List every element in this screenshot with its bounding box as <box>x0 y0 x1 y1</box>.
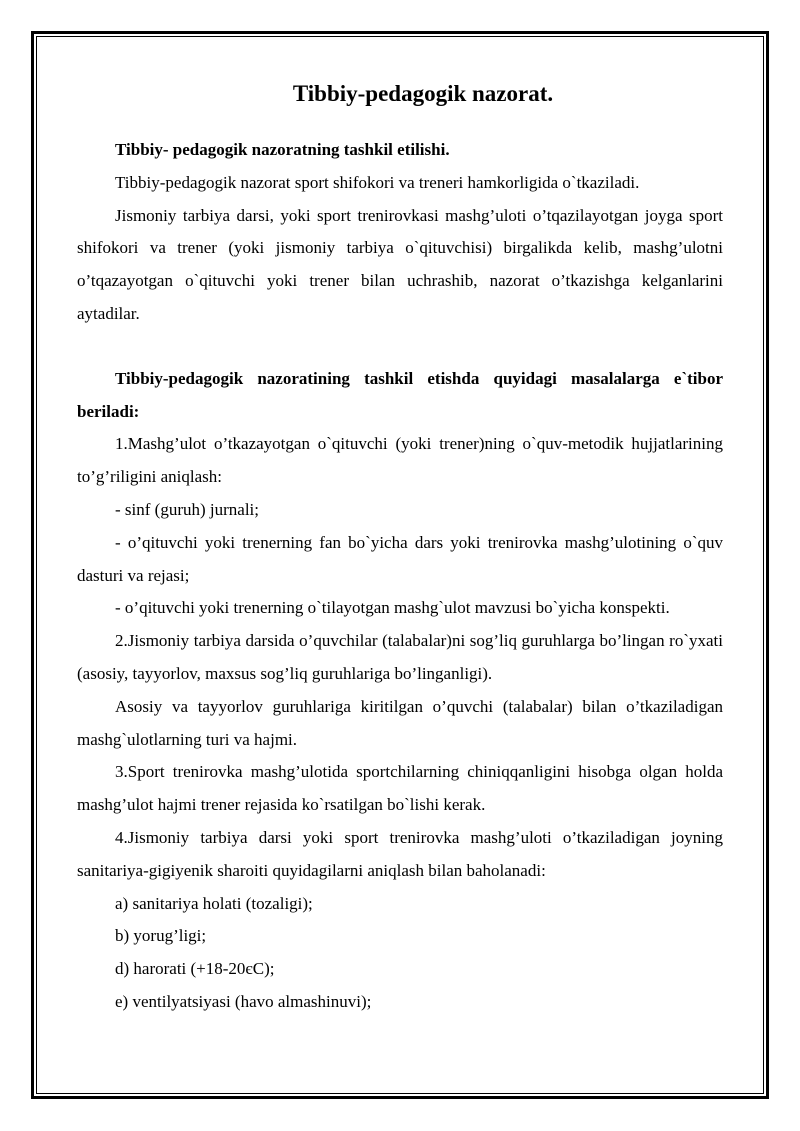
paragraph-2: Jismoniy tarbiya darsi, yoki sport trenirovkasi mashg’uloti o’tqazilayotgan joyga sport shifokori va trener (yoki jismoniy tarbiya o`qituvchisi) birgalikda kelib, mashg’ulotni o’tqazayotgan o`qituvchi yoki trener bilan uchrashib, nazorat o’tkazishga kelganlarini aytadilar. <box>77 205 723 323</box>
list-item-2: 2.Jismoniy tarbiya darsida o’quvchilar (talabalar)ni sog’liq guruhlarga bo’lingan ro`yxati (asosiy, tayyorlov, maxsus sog’liq guruhlariga bo’linganligi). <box>77 631 723 683</box>
list-subitem-temperature: d) harorati (+18-20єC); <box>115 959 275 979</box>
list-item-1: 1.Mashg’ulot o’tkazayotgan o`qituvchi (yoki trener)ning o`quv-metodik hujjatlarining to’g’riligini aniqlash: <box>77 434 723 487</box>
paragraph-1: Tibbiy-pedagogik nazorat sport shifokori va treneri hamkorligida o`tkaziladi. <box>115 172 640 192</box>
list-subitem-synopsis: - o’qituvchi yoki trenerning o`tilayotgan mashg`ulot mavzusi bo`yicha konspekti. <box>115 598 670 618</box>
list-item-3: 3.Sport trenirovka mashg’ulotida sportchilarning chiniqqanligini hisobga olgan holda mashg’ulot hajmi trener rejasida ko`rsatilgan bo`lishi kerak. <box>77 762 723 815</box>
section-heading-organization: Tibbiy- pedagogik nazoratning tashkil etilishi. <box>115 140 450 159</box>
document-body <box>77 76 723 1019</box>
list-subitem-curriculum: - o’qituvchi yoki trenerning fan bo`yicha dars yoki trenirovka mashg’ulotining o`quv dasturi va rejasi; <box>77 532 723 585</box>
list-subitem-sanitary: a) sanitariya holati (tozaligi); <box>115 893 313 913</box>
list-subitem-lighting: b) yorug’ligi; <box>115 926 207 946</box>
document-title: Tibbiy-pedagogik nazorat. <box>292 81 554 106</box>
section-heading-issues: Tibbiy-pedagogik nazoratining tashkil etishda quyidagi masalalarga e`tibor beriladi: <box>77 368 723 421</box>
list-subitem-journal: - sinf (guruh) jurnali; <box>115 499 259 519</box>
list-subitem-ventilation: e) ventilyatsiyasi (havo almashinuvi); <box>115 991 372 1011</box>
spacer <box>77 331 723 363</box>
paragraph-groups: Asosiy va tayyorlov guruhlariga kiritilgan o’quvchi (talabalar) bilan o’tkaziladigan mashg`ulotlarning turi va hajmi. <box>77 696 723 749</box>
list-item-4: 4.Jismoniy tarbiya darsi yoki sport trenirovka mashg’uloti o’tkaziladigan joyning sanitariya-gigiyenik sharoiti quyidagilarni aniqlash bilan baholanadi: <box>77 827 723 880</box>
